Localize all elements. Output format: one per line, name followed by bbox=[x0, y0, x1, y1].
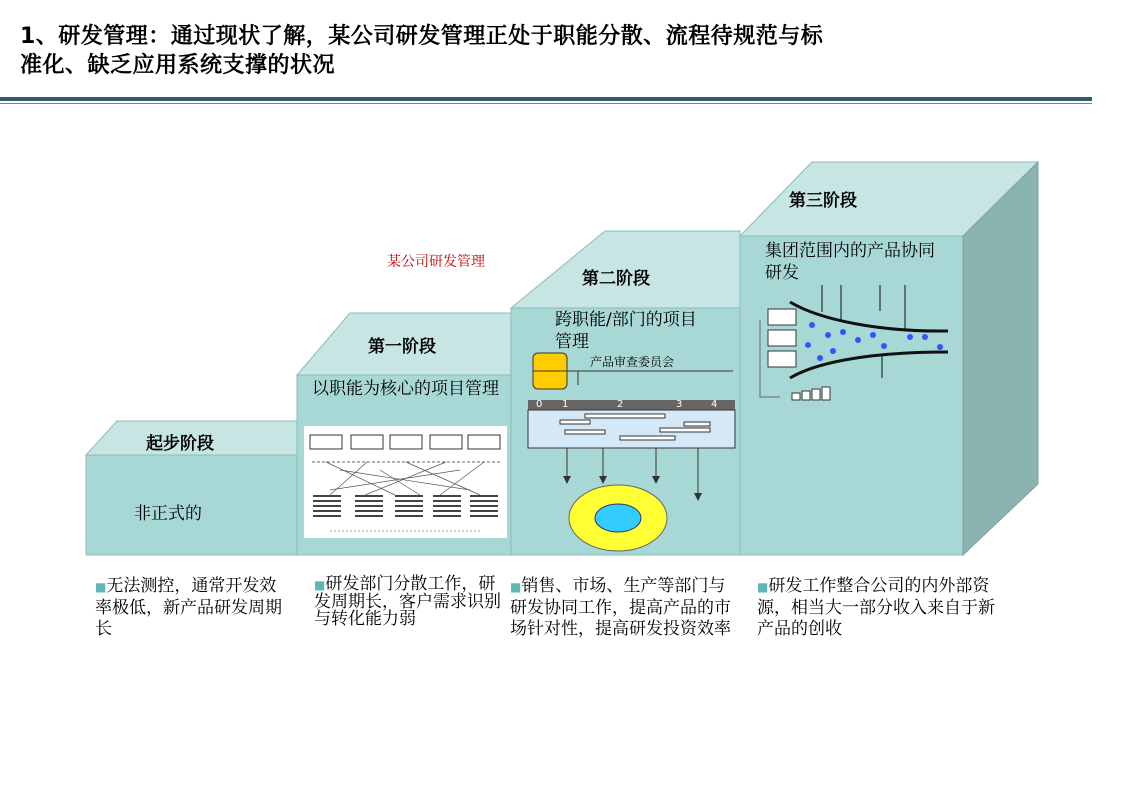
stage3-name: 第三阶段 bbox=[789, 191, 857, 211]
stage3-desc bbox=[757, 576, 1007, 640]
stage2-content: 跨职能/部门的项目管理 bbox=[555, 310, 697, 352]
stage0-content: 非正式的 bbox=[134, 504, 202, 524]
stage0-desc-text: 无法测控，通常开发效率极低，新产品研发周期长 bbox=[95, 576, 282, 639]
stage1-desc-text: 研发部门分散工作，研发周期长，客户需求识别与转化能力弱 bbox=[314, 574, 501, 629]
stage1-name: 第一阶段 bbox=[368, 337, 436, 357]
bullet-icon: ■ bbox=[757, 580, 769, 594]
stage2-name: 第二阶段 bbox=[582, 269, 650, 289]
page-title: 1、研发管理：通过现状了解，某公司研发管理正处于职能分散、流程待规范与标准化、缺乏应用系统支撑的状况 bbox=[20, 24, 824, 78]
gantt-header-1: 1 bbox=[562, 399, 569, 410]
stage1-content: 以职能为核心的项目管理 bbox=[312, 379, 499, 399]
stage0-desc bbox=[95, 576, 290, 640]
stage1-process-image bbox=[304, 426, 507, 538]
stage2-gantt-headers bbox=[528, 399, 735, 411]
stage3-desc-text: 研发工作整合公司的内外部资源，相当大一部分收入来自于新产品的创收 bbox=[757, 576, 995, 639]
bullet-icon: ■ bbox=[314, 578, 326, 592]
stage3-content: 集团范围内的产品协同研发 bbox=[765, 241, 935, 283]
stage1-desc bbox=[314, 576, 508, 628]
gantt-header-4: 4 bbox=[711, 399, 718, 410]
bullet-icon: ■ bbox=[95, 580, 107, 594]
gantt-header-2: 2 bbox=[617, 399, 624, 410]
center-note: 某公司研发管理 bbox=[387, 254, 485, 270]
stage2-desc-text: 销售、市场、生产等部门与研发协同工作，提高产品的市场针对性，提高研发投资效率 bbox=[510, 576, 731, 639]
gantt-header-3: 3 bbox=[676, 399, 683, 410]
bullet-icon: ■ bbox=[510, 580, 522, 594]
stage0-name: 起步阶段 bbox=[146, 434, 214, 454]
stage2-committee: 产品审查委员会 bbox=[590, 355, 675, 369]
gantt-header-0: 0 bbox=[536, 399, 543, 410]
stage2-desc bbox=[510, 576, 742, 640]
